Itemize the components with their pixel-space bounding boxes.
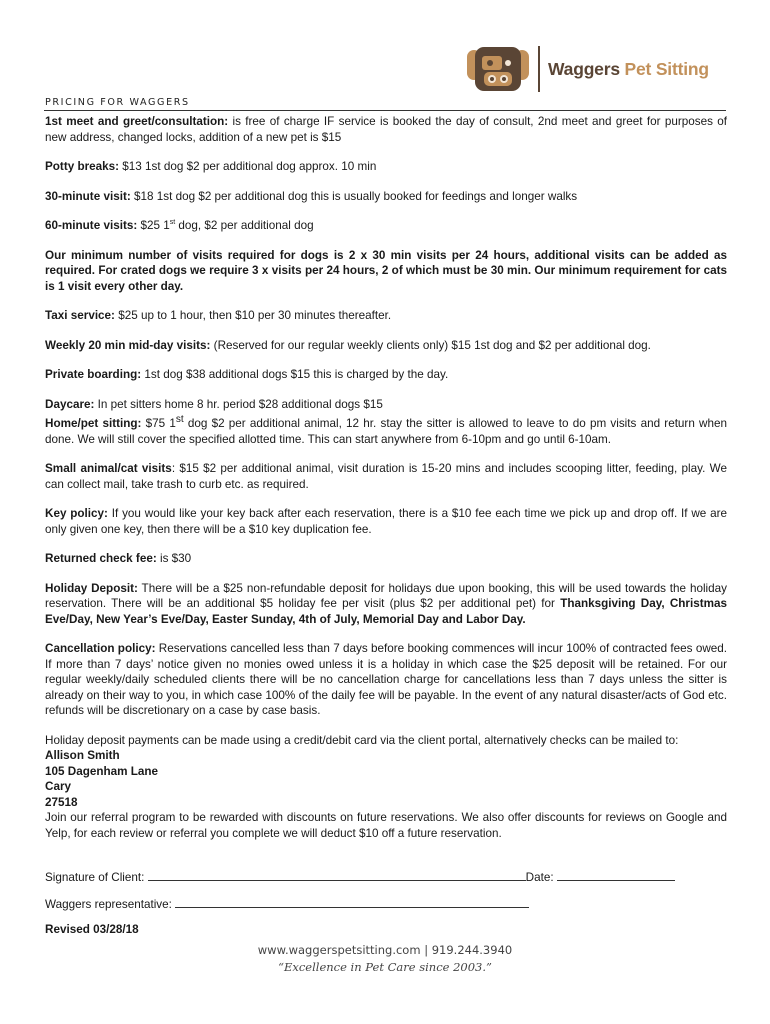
item-taxi-service	[45, 308, 727, 324]
item-key-policy	[45, 506, 727, 537]
representative-signature-row	[45, 896, 727, 913]
ordinal-suffix: st	[169, 219, 176, 227]
item-label: Potty breaks:	[45, 160, 120, 173]
mailing-city: Cary	[45, 780, 71, 793]
item-small-animal-visits	[45, 461, 727, 492]
brand-word-1: Waggers	[548, 58, 620, 79]
item-label: Daycare:	[45, 397, 95, 411]
item-text: In pet sitters home 8 hr. period $28 additional dogs $15	[94, 397, 383, 411]
client-signature-label: Signature of Client:	[45, 871, 145, 884]
client-signature-row	[45, 869, 727, 886]
representative-label: Waggers representative:	[45, 897, 172, 911]
item-private-boarding	[45, 367, 727, 383]
item-label: Taxi service:	[45, 309, 115, 322]
brand-word-2: Pet Sitting	[624, 58, 709, 79]
item-label: Private boarding:	[45, 368, 142, 381]
mailing-street: 105 Dagenham Lane	[45, 764, 159, 778]
item-holiday-deposit	[45, 581, 727, 628]
revised-date	[45, 922, 727, 938]
brand-name	[548, 59, 709, 80]
item-label: Weekly 20 min mid-day visits:	[45, 338, 211, 352]
date-line[interactable]	[557, 869, 675, 881]
footer-contact: www.waggerspetsitting.com | 919.244.3940	[257, 943, 513, 957]
item-text: Reservations cancelled less than 7 days before booking commences will incur 100% of contracted fees owed. If more than 7 days’ notice given no monies owed unless it is a holiday in which case the $25 deposit will be retained. For our regular weekly/daily scheduled clients there will be no cancellation charge for cancellations less than 7 days unless the sitter is already on their way to you, in which case 100% of the daily fee will be payable. In the event of any natural disaster/acts of God etc. refunds will be discretionary on a case by case basis.	[45, 642, 728, 717]
item-text: $25 1	[137, 219, 170, 232]
footer-tagline: “Excellence in Pet Care since 2003.”	[278, 960, 492, 974]
item-label: Cancellation policy:	[45, 642, 156, 655]
mailing-name: Allison Smith	[45, 749, 120, 762]
item-text: dog $2 per additional animal, 12 hr. stay the sitter is allowed to leave to do pm visits and return when done. We will still cover the specified allotted time. This can start anywhere from 6-10pm and go until 6-10am.	[45, 417, 727, 446]
item-potty-breaks	[45, 159, 727, 175]
item-text: is $30	[156, 552, 192, 565]
item-cancellation-policy	[45, 641, 727, 719]
item-returned-check-fee	[45, 551, 727, 567]
item-text: If you would like your key back after each reservation, there is a $10 fee each time we pick up and drop off. If we are only given one key, then there will be a $10 key duplication fee.	[45, 507, 727, 536]
item-30-minute-visit	[45, 189, 727, 205]
footer	[0, 942, 770, 976]
item-label: Small animal/cat visits	[45, 462, 172, 475]
payment-section	[45, 733, 727, 811]
referral-program: Join our referral program to be rewarded with discounts on future reservations. We also offer discounts for reviews on Google and Yelp, for each review or referral you complete we will deduct $10 off a future reservation.	[45, 811, 727, 840]
signature-section	[45, 869, 727, 938]
minimum-visits-policy	[45, 248, 727, 295]
item-text: (Reserved for our regular weekly clients only) $15 1st dog and $2 per additional dog.	[210, 338, 651, 352]
dog-face-icon	[466, 46, 530, 92]
holiday-days: Thanksgiving Day, Christmas Eve/Day, New Year’s Eve/Day, Easter Sunday, 4th of July, Memorial Day and Labor Day.	[45, 597, 727, 626]
item-label: Holiday Deposit:	[45, 581, 138, 595]
date-label: Date:	[525, 871, 554, 884]
heading-rule	[44, 110, 726, 111]
client-signature-line[interactable]	[148, 869, 526, 881]
revised-text: Revised 03/28/18	[45, 923, 139, 936]
item-text: is free of charge IF service is booked the day of consult, 2nd meet and greet for purposes of new address, changed locks, addition of a new pet is $15	[45, 115, 727, 144]
item-text: $75 1	[141, 417, 176, 430]
item-daycare	[45, 397, 727, 413]
ordinal-suffix: st	[175, 414, 184, 426]
item-label: 1st meet and greet/consultation:	[45, 115, 229, 128]
payment-text: Holiday deposit payments can be made using a credit/debit card via the client portal, alternatively checks can be mailed to:	[45, 733, 679, 747]
item-60-minute-visit	[45, 218, 727, 234]
logo-divider	[538, 46, 540, 92]
pricing-content	[45, 114, 727, 948]
item-text: 1st dog $38 additional dogs $15 this is charged by the day.	[141, 368, 449, 381]
mailing-zip: 27518	[45, 795, 78, 809]
item-home-pet-sitting	[45, 416, 727, 447]
page-title: PRICING FOR WAGGERS	[45, 97, 190, 108]
item-text: There will be a $25 non-refundable deposit for holidays due upon booking, this will be used towards the holiday reservation. There will be an additional $5 holiday fee per visit (plus $2 per additional pet) for	[45, 581, 727, 610]
item-label: Home/pet sitting:	[45, 417, 142, 430]
item-text: $18 1st dog $2 per additional dog this is usually booked for feedings and longer walks	[130, 189, 578, 203]
item-text: dog, $2 per additional dog	[175, 219, 314, 232]
item-label: Key policy:	[45, 507, 108, 520]
item-text: : $15 $2 per additional animal, visit duration is 15-20 mins and includes scooping litter, feeding, play. We can collect mail, take trash to curb etc. as required.	[45, 462, 727, 491]
item-text: $25 up to 1 hour, then $10 per 30 minutes thereafter.	[114, 309, 392, 322]
item-consultation	[45, 114, 727, 145]
item-label: Returned check fee:	[45, 552, 157, 565]
item-label: 60-minute visits:	[45, 219, 138, 232]
brand-logo	[466, 46, 709, 92]
item-text: $13 1st dog $2 per additional dog approx. 10 min	[119, 160, 377, 173]
policy-text: Our minimum number of visits required for dogs is 2 x 30 min visits per 24 hours, additional visits can be added as required. For crated dogs we require 3 x visits per 24 hours, 2 of which must be 30 min. Our minimum requirement for cats is 1 visit every other day.	[45, 248, 727, 293]
item-label: 30-minute visit:	[45, 189, 131, 203]
item-weekly-visits	[45, 338, 727, 354]
representative-signature-line[interactable]	[175, 896, 529, 908]
